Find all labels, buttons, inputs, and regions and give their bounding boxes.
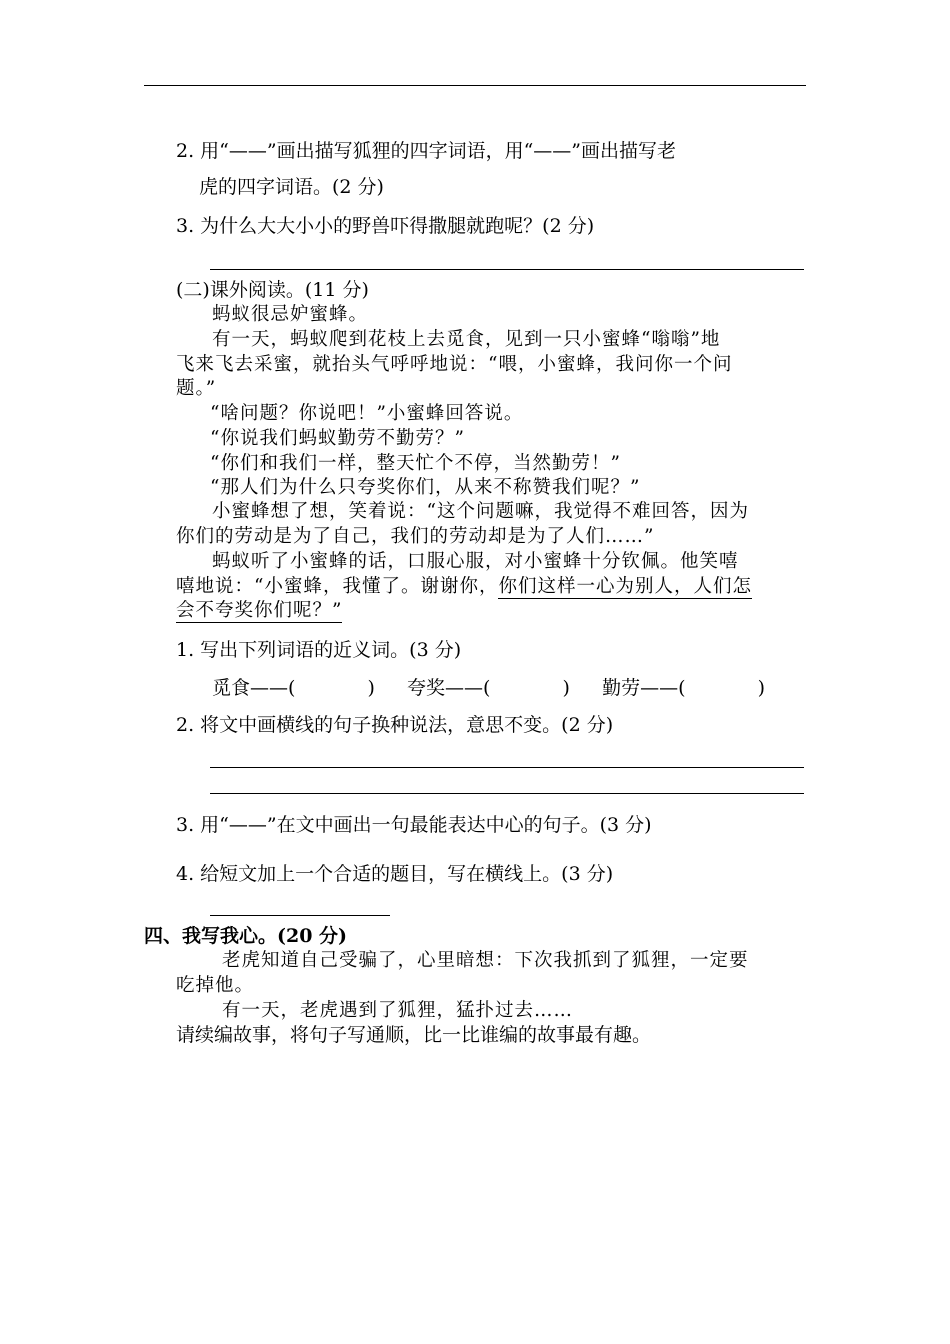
- synonym-word-1: 觅食——(: [212, 677, 296, 699]
- synonym-word-2: 夸奖——(: [407, 677, 491, 699]
- story-line: [176, 596, 342, 622]
- story-line: 小蜜蜂想了想，笑着说：“这个问题嘛，我觉得不难回答，因为: [212, 501, 749, 522]
- story-line: “你说我们蚂蚁勤劳不勤劳？”: [210, 428, 465, 449]
- section-heading-reading: (二)课外阅读。(11 分): [176, 279, 369, 301]
- story-text: 嘻地说：“小蜜蜂，我懂了。谢谢你，: [176, 576, 499, 597]
- reading-question-4: 4. 给短文加上一个合适的题目，写在横线上。(3 分): [176, 863, 614, 885]
- synonym-close-1: ): [367, 677, 375, 699]
- story-line: 蚂蚁很忌妒蜜蜂。: [212, 304, 369, 325]
- answer-line-q3[interactable]: [210, 269, 804, 270]
- story-line: [176, 572, 752, 598]
- story-line: “那人们为什么只夸奖你们，从来不称赞我们呢？”: [210, 477, 641, 498]
- writing-instruction: 请续编故事，将句子写通顺，比一比谁编的故事最有趣。: [176, 1024, 652, 1046]
- synonym-word-3: 勤劳——(: [602, 677, 686, 699]
- reading-question-3: 3. 用“——”在文中画出一句最能表达中心的句子。(3 分): [176, 814, 652, 836]
- story-line: 蚂蚁听了小蜜蜂的话，口服心服，对小蜜蜂十分钦佩。他笑嘻: [212, 551, 739, 572]
- writing-prompt-line: 吃掉他。: [176, 975, 255, 996]
- underlined-sentence-end: 会不夸奖你们呢？”: [176, 600, 343, 621]
- synonym-row: [212, 673, 765, 700]
- story-line: 你们的劳动是为了自己，我们的劳动却是为了人们……”: [176, 526, 655, 547]
- writing-prompt-line: 有一天，老虎遇到了狐狸，猛扑过去……: [222, 1000, 574, 1021]
- answer-line-rq2-a[interactable]: [210, 767, 804, 768]
- question-2-line-1: 2. 用“——”画出描写狐狸的四字词语，用“——”画出描写老: [176, 140, 677, 162]
- story-line: “你们和我们一样，整天忙个不停，当然勤劳！”: [210, 453, 621, 474]
- question-2-line-2: 虎的四字词语。(2 分): [199, 176, 384, 198]
- header-rule: [144, 85, 806, 86]
- section-heading-writing: 四、我写我心。(20 分): [144, 925, 348, 947]
- story-line: 飞来飞去采蜜，就抬头气呼呼地说：“喂，小蜜蜂，我问你一个问: [176, 354, 733, 375]
- title-answer-line[interactable]: [210, 915, 390, 916]
- reading-question-2: 2. 将文中画横线的句子换种说法，意思不变。(2 分): [176, 714, 614, 736]
- story-line: 题。”: [176, 378, 217, 399]
- question-3: 3. 为什么大大小小的野兽吓得撒腿就跑呢？(2 分): [176, 215, 595, 237]
- reading-question-1: 1. 写出下列词语的近义词。(3 分): [176, 639, 462, 661]
- story-line: 有一天，蚂蚁爬到花枝上去觅食，见到一只小蜜蜂“嗡嗡”地: [212, 329, 721, 350]
- writing-prompt-line: 老虎知道自己受骗了，心里暗想：下次我抓到了狐狸，一定要: [222, 950, 749, 971]
- underlined-sentence: 你们这样一心为别人，人们怎: [498, 576, 752, 597]
- story-line: “啥问题？你说吧！”小蜜蜂回答说。: [210, 403, 524, 424]
- answer-line-rq2-b[interactable]: [210, 793, 804, 794]
- synonym-close-2: ): [562, 677, 570, 699]
- synonym-close-3: ): [757, 677, 765, 699]
